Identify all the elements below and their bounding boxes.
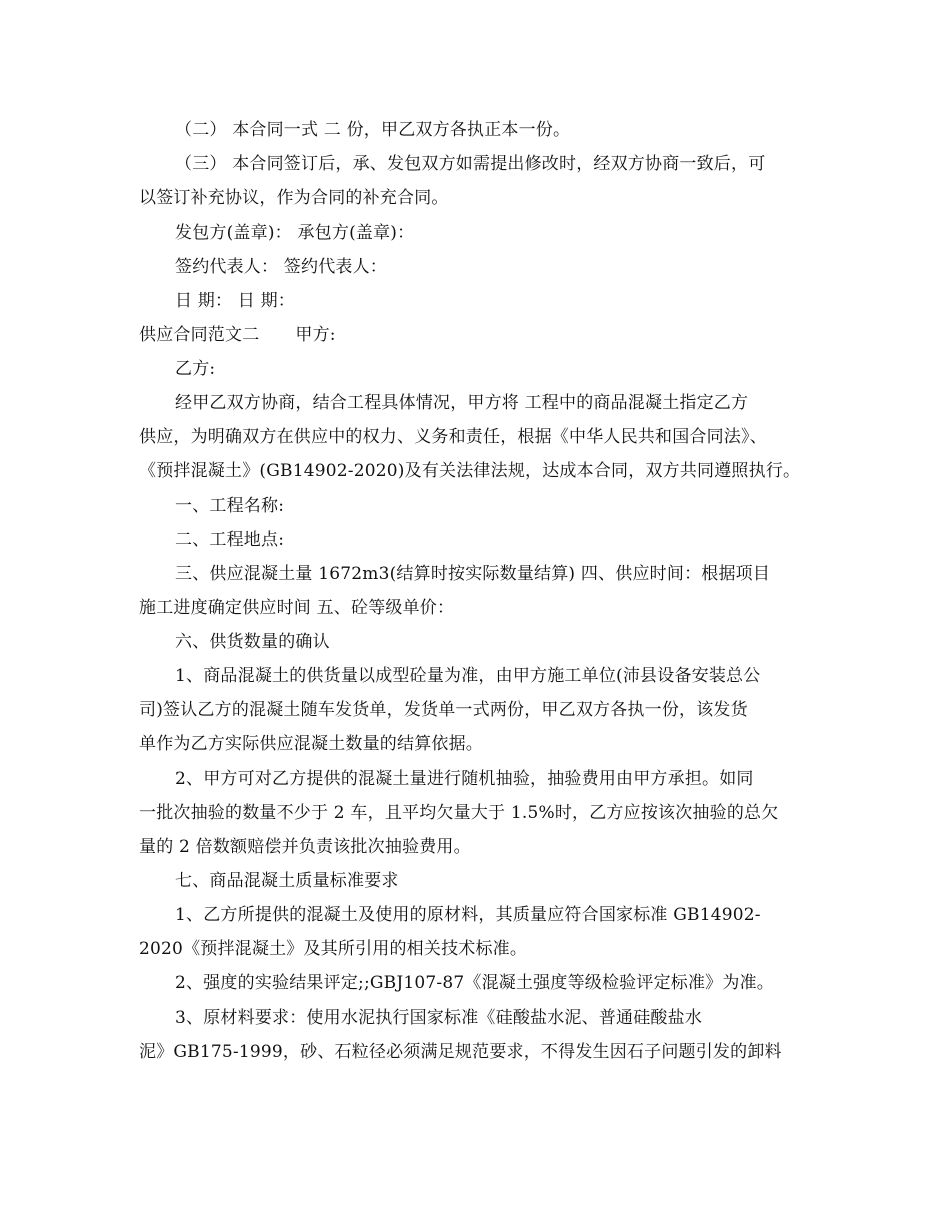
quantity-clause-2-line-2: 一批次抽验的数量不少于 2 车，且平均欠量大于 1.5%时，乙方应按该次抽验的总欠 bbox=[139, 803, 779, 823]
party-b-label: 乙方: bbox=[175, 359, 216, 379]
quantity-clause-1-line-2: 司)签认乙方的混凝土随车发货单，发货单一式两份，甲乙双方各执一份，该发货 bbox=[139, 700, 748, 720]
quantity-clause-1-line-3: 单作为乙方实际供应混凝土数量的结算依据。 bbox=[139, 734, 483, 754]
intro-line-1: 经甲乙双方协商，结合工程具体情况，甲方将 工程中的商品混凝土指定乙方 bbox=[175, 393, 749, 413]
quality-clause-1-line-2: 2020《预拌混凝土》及其所引用的相关技术标准。 bbox=[139, 939, 528, 959]
quality-clause-3-line-1: 3、原材料要求：使用水泥执行国家标准《硅酸盐水泥、普通硅酸盐水 bbox=[175, 1008, 703, 1028]
quality-clause-1-line-1: 1、乙方所提供的混凝土及使用的原材料，其质量应符合国家标准 GB14902- bbox=[175, 905, 761, 925]
quantity-clause-2-line-1: 2、甲方可对乙方提供的混凝土量进行随机抽验，抽验费用由甲方承担。如同 bbox=[175, 769, 754, 789]
quality-clause-2: 2、强度的实验结果评定;;GBJ107-87《混凝土强度等级检验评定标准》为准。 bbox=[175, 973, 774, 993]
party-seal-line: 发包方(盖章)： 承包方(盖章)： bbox=[175, 223, 415, 243]
section-quantity-confirmation: 六、供货数量的确认 bbox=[175, 632, 330, 652]
quality-clause-3-line-2: 泥》GB175-1999，砂、石粒径必须满足规范要求，不得发生因石子问题引发的卸料 bbox=[139, 1042, 782, 1062]
contract-title: 供应合同范文二 bbox=[139, 325, 260, 345]
date-line: 日 期： 日 期： bbox=[175, 291, 296, 311]
clause-amendment-line-2: 以签订补充协议，作为合同的补充合同。 bbox=[139, 188, 449, 208]
section-quality-standards: 七、商品混凝土质量标准要求 bbox=[175, 871, 399, 891]
section-supply-quantity-line-2: 施工进度确定供应时间 五、砼等级单价： bbox=[139, 598, 455, 618]
clause-copies: （二） 本合同一式 二 份，甲乙双方各执正本一份。 bbox=[175, 120, 571, 140]
contract-title-line bbox=[139, 318, 829, 352]
intro-line-3: 《预拌混凝土》(GB14902-2020)及有关法律法规，达成本合同，双方共同遵照执行。 bbox=[139, 461, 801, 481]
quantity-clause-2-line-3: 量的 2 倍数额赔偿并负责该批次抽验费用。 bbox=[139, 837, 471, 857]
section-project-location: 二、工程地点: bbox=[175, 530, 285, 550]
clause-amendment-line-1: （三） 本合同签订后，承、发包双方如需提出修改时，经双方协商一致后，可 bbox=[175, 154, 766, 174]
section-project-name: 一、工程名称: bbox=[175, 496, 285, 516]
section-supply-quantity-line-1: 三、供应混凝土量 1672m3(结算时按实际数量结算) 四、供应时间：根据项目 bbox=[175, 564, 771, 584]
party-a-label: 甲方: bbox=[295, 325, 336, 345]
quantity-clause-1-line-1: 1、商品混凝土的供货量以成型砼量为准，由甲方施工单位(沛县设备安装总公 bbox=[175, 666, 761, 686]
intro-line-2: 供应，为明确双方在供应中的权力、义务和责任，根据《中华人民共和国合同法》、 bbox=[139, 427, 767, 447]
representative-line: 签约代表人： 签约代表人： bbox=[175, 257, 388, 277]
